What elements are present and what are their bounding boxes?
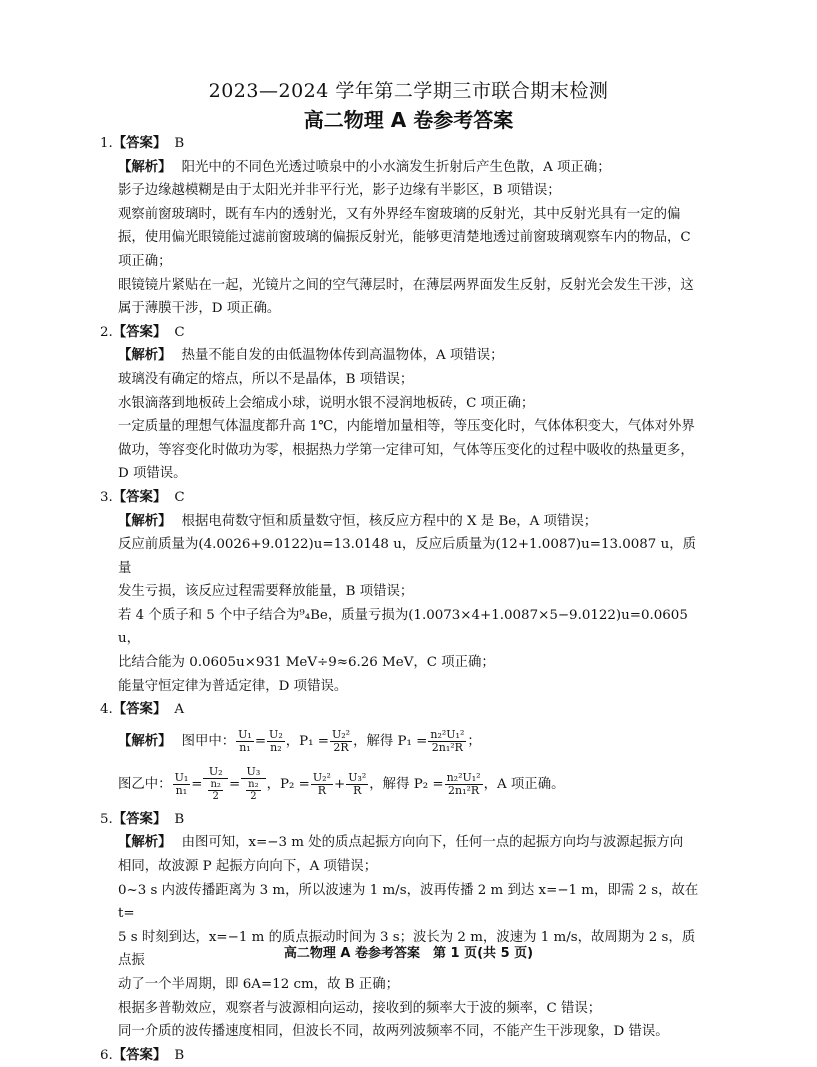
q5-line-7: 同一介质的波传播速度相同，但波长不同，故两列波频率不同，不能产生干涉现象，D 错误。 xyxy=(118,1024,669,1040)
q1-line-3: 观察前窗玻璃时，既有车内的透射光，又有外界经车窗玻璃的反射光，其中反射光具有一定的偏 xyxy=(118,206,681,222)
q2-answer-line xyxy=(100,321,705,345)
fraction: $\frac{\text{U₁}}{\text{n₁}}$ xyxy=(238,727,252,754)
analysis-label: 【解析】 xyxy=(118,348,172,364)
answer-label: 【答案】 xyxy=(112,136,167,151)
q1-line-4: 振，使用偏光眼镜能过滤前窗玻璃的偏振反射光，能够更清楚地透过前窗玻璃观察车内的物品，C xyxy=(118,230,691,246)
q3-line-6: 能量守恒定律为普适定律，D 项错误。 xyxy=(118,678,348,694)
q3-number: 3. xyxy=(100,489,113,505)
q4-number: 4. xyxy=(100,702,113,718)
exam-title: 2023—2024 学年第二学期三市联合期末检测 xyxy=(208,80,609,102)
analysis-label: 【解析】 xyxy=(118,733,172,749)
fraction: U₃ n₂ 2 xyxy=(241,766,265,802)
answer-label: 【答案】 xyxy=(112,489,167,505)
q5-line-4: 5 s 时刻到达，x=−1 m 的质点振动时间为 3 s；波长为 2 m，波速为 1 m/s，故周期为 2 s，质点振 xyxy=(118,929,696,969)
q5-line-1: 【解析】 由图可知，x=−3 m 处的质点起振方向向下，任何一点的起振方向均与波源起振方向 xyxy=(118,835,684,851)
analysis-label: 【解析】 xyxy=(118,159,172,175)
q6-answer-line xyxy=(100,1044,705,1067)
q2-line-1: 【解析】 热量不能自发的由低温物体传到高温物体，A 项错误； xyxy=(118,348,504,364)
q1-line-7: 属于薄膜干涉，D 项正确。 xyxy=(118,301,281,317)
q3-line-5: 比结合能为 0.0605u×931 MeV÷9≈6.26 MeV，C 项正确； xyxy=(118,655,495,671)
q1-line-1: 【解析】 阳光中的不同色光透过喷泉中的小水滴发生折射后产生色散，A 项正确； xyxy=(118,159,611,175)
q6-answer: B xyxy=(174,1047,185,1063)
fraction: $\frac{\text{U₃²}}{R}$ xyxy=(348,770,367,797)
fraction: $\frac{\text{n₂²U₁²}}{\text{2n₁²R}}$ xyxy=(430,727,465,754)
q5-line-3: 0~3 s 内波传播距离为 3 m，所以波速为 1 m/s，波再传播 2 m 到达 x=−1 m，即需 2 s，故在 t= xyxy=(118,882,699,922)
answer-content xyxy=(100,132,705,1067)
fraction: $\frac{\text{U₂²}}{R}$ xyxy=(312,770,331,797)
page-footer: 高二物理 A 卷参考答案 第 1 页(共 5 页) xyxy=(283,946,534,961)
q1-line-5: 项正确； xyxy=(118,253,172,269)
q5-number: 5. xyxy=(100,811,113,827)
q3-line-3: 发生亏损，该反应过程需要释放能量，B 项错误； xyxy=(118,584,414,600)
answer-label: 【答案】 xyxy=(112,324,167,340)
q3-line-2: 反应前质量为(4.0026+9.0122)u=13.0148 u，反应后质量为(12+1.0087)u=13.0087 u，质量 xyxy=(118,537,696,576)
answer-label: 【答案】 xyxy=(112,702,167,718)
fraction: $\frac{\text{U₁}}{\text{n₁}}$ xyxy=(174,770,189,797)
q5-answer-line xyxy=(100,808,705,832)
q1-answer: B xyxy=(174,136,185,151)
q2-line-3: 水银滴落到地板砖上会缩成小球，说明水银不浸润地板砖，C 项正确； xyxy=(118,395,535,411)
q5-answer: B xyxy=(174,811,185,827)
q1-line-6: 眼镜镜片紧贴在一起，光镜片之间的空气薄层时，在薄层两界面发生反射，反射光会发生干涉，这 xyxy=(118,277,694,293)
q3-answer: C xyxy=(174,489,185,505)
q1-line-2: 影子边缘越模糊是由于太阳光并非平行光，影子边缘有半影区，B 项错误； xyxy=(118,183,561,199)
answer-key-title: 高二物理 A 卷参考答案 xyxy=(303,108,514,132)
q2-line-5: 做功，等容变化时做功为零，根据热力学第一定律可知，气体等压变化的过程中吸收的热量更多， xyxy=(118,442,694,458)
q4-formula-line-1: 【解析】 图甲中： $\frac{\text{U₁}}{\text{n₁}}$ = $\frac{\text{U₂}}{\text{n₂}}$ ，P₁ = $\frac{\text{U₂²}}{2R}$ ，解得 P₁ = $\frac{\text{n₂²U₁²}}{\text{2n₁²R}}$ ； xyxy=(118,727,481,754)
q4-answer-line xyxy=(100,698,705,722)
q1-answer-line xyxy=(100,132,705,156)
q2-answer: C xyxy=(174,324,185,340)
fraction: $\frac{\text{n₂²U₁²}}{\text{2n₁²R}}$ xyxy=(446,770,481,797)
answer-label: 【答案】 xyxy=(112,1047,167,1063)
q5-line-2: 相同，故波源 P 起振方向向下，A 项错误； xyxy=(118,859,378,875)
q5-line-6: 根据多普勒效应，观察者与波源相向运动，接收到的频率大于波的频率，C 错误； xyxy=(118,1000,602,1016)
fraction: $\frac{\text{U₂}}{\text{n₂}}$ xyxy=(269,727,283,754)
q2-number: 2. xyxy=(100,324,113,340)
q3-answer-line xyxy=(100,486,705,510)
analysis-label: 【解析】 xyxy=(118,835,172,851)
q2-line-4: 一定质量的理想气体温度都升高 1℃，内能增加量相等，等压变化时，气体体积变大，气体对外界 xyxy=(118,419,695,435)
q5-line-5: 动了一个半周期，即 6A=12 cm，故 B 正确； xyxy=(118,977,399,992)
q6-number: 6. xyxy=(100,1047,113,1063)
answer-label: 【答案】 xyxy=(112,811,167,827)
q4-answer: A xyxy=(174,702,185,718)
q4-formula-line-2: 图乙中： $\frac{\text{U₁}}{\text{n₁}}$ = U₂ n₂ 2 = U₃ n₂ 2 ，P₂ = $\frac{\text{U₂²}}{R}$ + $\frac{\text{U₃²}}{R}$ ，解得 P₂ = $\frac{\text{n₂²U₁²}}{\text{2n₁²R}}$ ，A 项正确。 xyxy=(118,765,565,803)
analysis-label: 【解析】 xyxy=(118,513,172,529)
q2-line-2: 玻璃没有确定的熔点，所以不是晶体，B 项错误； xyxy=(118,371,414,387)
q2-line-6: D 项错误。 xyxy=(118,466,187,482)
fraction: $\frac{\text{U₂²}}{2R}$ xyxy=(331,727,351,754)
q3-line-1: 【解析】 根据电荷数守恒和质量数守恒，核反应方程中的 X 是 Be，A 项错误； xyxy=(118,513,598,529)
q1-number: 1. xyxy=(100,136,113,151)
fraction: U₂ n₂ 2 xyxy=(203,766,227,802)
q3-line-4: 若 4 个质子和 5 个中子结合为⁹₄Be，质量亏损为(1.0073×4+1.0087×5−9.0122)u=0.0605 u， xyxy=(118,607,688,647)
